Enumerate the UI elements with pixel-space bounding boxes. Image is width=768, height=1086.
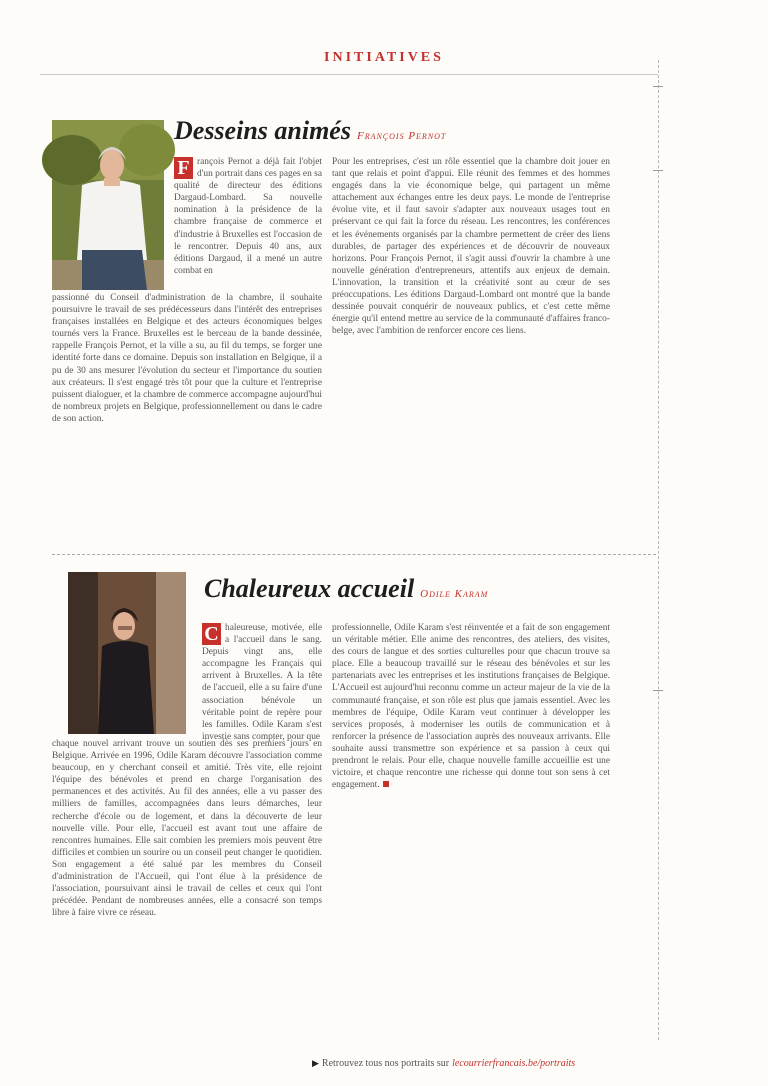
footer-text: Retrouvez tous nos portraits sur (321, 1058, 450, 1069)
portrait-photo-karam (68, 572, 186, 734)
footer-link[interactable]: lecourrierfrancais.be/portraits (452, 1058, 576, 1069)
footer-promo (312, 1058, 642, 1069)
header-rule (40, 74, 658, 75)
article2-right-column (332, 622, 610, 1032)
margin-rule (658, 60, 660, 1040)
article1-lower-column (52, 292, 322, 540)
byline-karam: Odile Karam (420, 588, 489, 600)
margin-tick (653, 690, 663, 691)
article-title-chaleureux (204, 574, 488, 609)
article-title-text: Desseins animés (174, 116, 351, 145)
article2-intro-column (202, 622, 322, 742)
triangle-right-icon: ▶ (312, 1058, 319, 1068)
dropcap-f: F (174, 157, 193, 179)
article2-lower-column (52, 738, 322, 1022)
article2-lower-text: chaque nouvel arrivant trouve un soutien dès ses premiers jours en Belgique. Arrivée en 1996, Odile Karam découvre l'association comme beaucoup, en y cherchant conseil et amitié. Très vite, elle rejoint l'équipe des bénévoles et prend en charge l'organisation des permanences et des activités. Au fil des années, elle a vu passer des milliers de familles, accompagnées dans leurs démarches, leur recherche d'école ou de logement, et dans la découverte de leur nouvelle ville. Pour elle, l'accueil est avant tout une affaire de rencontres humaines. Elle sait combien les premiers mois peuvent être difficiles et combien un sourire ou un conseil peut changer le quotidien. Son engagement a été salué par les membres du Conseil d'administration de l'Accueil, qui l'ont élue à la présidence de l'association, poursuivant ainsi le travail de celles et ceux qui l'ont précédée. Pendant de nombreuses années, elle a consacré son temps libre à faire vivre ce réseau. (52, 739, 322, 919)
red-square-icon (383, 781, 389, 787)
article1-intro-column (174, 156, 322, 288)
byline-pernot: François Pernot (356, 130, 447, 142)
article-title-desseins (174, 116, 446, 151)
margin-tick (653, 86, 663, 87)
article1-intro-text: rançois Pernot a déjà fait l'objet d'un portrait dans ces pages en sa qualité de directeur des éditions Dargaud-Lombard. Sa nouvelle nomination à la présidence de la chambre française de commerce et d'industrie à Bruxelles est l'occasion de le rencontrer. Depuis 40 ans, aux éditions Dargaud, il a mené un autre combat en (174, 157, 322, 276)
dropcap-c: C (202, 623, 221, 645)
section-header: INITIATIVES (324, 50, 444, 65)
article-title-text: Chaleureux accueil (204, 574, 415, 603)
article2-right-text: professionnelle, Odile Karam s'est réinventée et a fait de son engagement un véritable métier. Elle anime des rencontres, des ateliers, des visites, des cours de langue et des sorties culturelles pour que chacun trouve sa place. Elle a beaucoup travaillé sur le réseau des bénévoles et sur les partenariats avec les entreprises et les institutions françaises de Belgique. L'Accueil est aujourd'hui reconnu comme un acteur majeur de la vie de la communauté française, et son rôle est plus que jamais essentiel. Avec les membres de l'équipe, Odile Karam veut continuer à développer les services proposés, à moderniser les outils de communication et à renforcer la présence de l'association auprès des nouveaux arrivants. Elle souhaite aussi transmettre son expérience et sa passion à ceux qui prendront le relais. Pour elle, chaque nouvelle famille accueillie est une victoire, et chaque rencontre une richesse qui donne tout son sens à cet engagement. (332, 623, 610, 791)
article1-right-column (332, 156, 610, 542)
article2-intro-text: haleureuse, motivée, elle a l'accueil dans le sang. Depuis vingt ans, elle accompagne les Français qui arrivent à Bruxelles. A la tête de l'accueil, elle a su faire d'une association bénévole un véritable point de repère pour les familles. Odile Karam s'est investie sans compter, pour que (202, 623, 322, 742)
portrait-photo-pernot (52, 120, 164, 290)
article1-lower-text: passionné du Conseil d'administration de la chambre, il souhaite poursuivre le travail de ses prédécesseurs dans l'intérêt des entreprises françaises installées en Belgique et des acteurs économiques belges tournés vers la France. Bruxelles est le berceau de la bande dessinée, rappelle François Pernot, et la ville a su, au fil du temps, se forger une identité forte dans ce domaine. Depuis son installation en Belgique, il a pu de 30 ans mesurer l'évolution du secteur et l'importance du soutien aux créateurs. Il s'est engagé très tôt pour que la culture et l'entreprise puissent dialoguer, et la chambre de commerce accompagne aujourd'hui de nombreux projets en Belgique, professionnellement ou dans le cadre de son action. (52, 293, 322, 424)
margin-tick (653, 170, 663, 171)
section-divider (52, 554, 656, 555)
article1-right-text: Pour les entreprises, c'est un rôle essentiel que la chambre doit jouer en tant que relais et point d'appui. Elle réunit des femmes et des hommes engagés dans la vie économique belge, qui partagent un même attachement aux échanges entre les deux pays. Le monde de l'entreprise évolue vite, et il faut savoir s'adapter aux nouveaux usages tout en préservant ce qui fait la force du réseau. Les rencontres, les conférences et les événements organisés par la chambre permettent de créer des liens durables, de partager des expériences et de découvrir de nouveaux horizons. Pour François Pernot, il s'agit aussi d'ouvrir la chambre à une nouvelle génération d'entrepreneurs, attentifs aux enjeux de demain. L'innovation, la transition et la créativité sont au cœur de ses préoccupations. Les éditions Dargaud-Lombard ont montré que la bande dessinée pouvait conquérir de nouveaux publics, et c'est cette même énergie qu'il entend mettre au service de la communauté d'affaires franco-belge, avec l'ambition de renforcer encore ces liens. (332, 157, 610, 337)
